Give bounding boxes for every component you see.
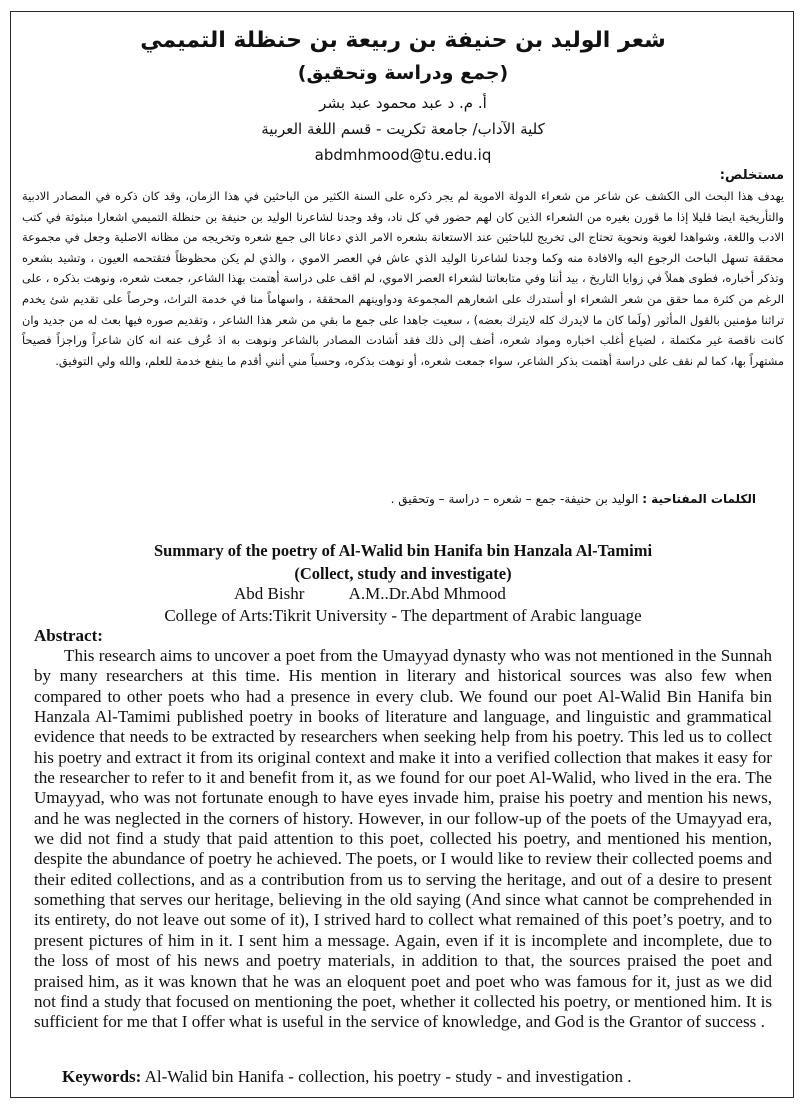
arabic-keywords: [391, 492, 756, 506]
arabic-subtitle: (جمع ودراسة وتحقيق): [297, 62, 509, 84]
english-keywords-text: Al-Walid bin Hanifa - collection, his poetry - study - and investigation .: [144, 1067, 632, 1086]
english-authors: [234, 584, 506, 604]
english-affiliation: College of Arts:Tikrit University - The department of Arabic language: [164, 606, 642, 625]
english-keywords: [62, 1067, 631, 1087]
arabic-keywords-label: الكلمات المفتاحية :: [642, 492, 756, 506]
arabic-keywords-text: الوليد بن حنيفة- جمع – شعره – دراسة – وتحقيق .: [390, 492, 639, 506]
arabic-author: أ. م. د عبد محمود عبد بشر: [319, 94, 487, 112]
author-email: abdmhmood@tu.edu.iq: [314, 146, 492, 164]
english-author-title: A.M..Dr.Abd Mhmood: [348, 584, 506, 603]
english-keywords-label: Keywords:: [62, 1067, 142, 1086]
english-author-name: Abd Bishr: [234, 584, 305, 603]
english-subtitle: (Collect, study and investigate): [294, 564, 512, 583]
arabic-affiliation: كلية الآداب/ جامعة تكريت - قسم اللغة العربية: [261, 120, 545, 138]
english-abstract-body: This research aims to uncover a poet from the Umayyad dynasty who was not mentioned in the Sunnah by many researchers at this time. His mention in literary and historical sources was also few when compared to other poets who had a presence in every club. We found our poet Al-Walid Bin Hanifa bin Hanzala Al-Tamimi published poetry in books of literature and language, and linguistic and grammatical evidence that needs to be extracted by researchers when seeking help from his poetry. This led us to collect his poetry and extract it from its original context and make it into a verified collection that makes it easy for the researcher to refer to it and benefit from it, as we found for our poet Al-Walid, who lived in the era. The Umayyad, who was not fortunate enough to have eyes invade him, praise his poetry and mention his news, and he was neglected in the corners of history. However, in our follow-up of the poets of the Umayyad era, we did not find a study that paid attention to this poet, collected his poetry, and mentioned his mention, despite the abundance of poetry he achieved. The poets, or I would like to review their collected poems and their edited collections, and as a contribution from us to serving the heritage, and out of a desire to present something that serves our heritage, believing in the old saying (And since what cannot be comprehended in its entirety, do not leave out some of it), I strived hard to collect what remained of this poet’s poetry, and to present pictures of him in it. I sent him a message. Again, even if it is incomplete and incomplete, due to the loss of most of his news and poetry materials, in addition to that, the sources praised the poet and praised him, as it was known that he was an eloquent poet and poet who was famous for it, just as we did not find a study that focused on mentioning the poet, whether it collected his poetry, or mentioned him. It is sufficient for me that I offer what is useful in the service of knowledge, and God is the Grantor of success .: [34, 646, 772, 1032]
arabic-abstract-heading: مستخلص:: [719, 168, 784, 183]
arabic-title: شعر الوليد بن حنيفة بن ربيعة بن حنظلة التميمي: [140, 28, 666, 53]
arabic-abstract-body: يهدف هذا البحث الى الكشف عن شاعر من شعراء الدولة الاموية لم يجر ذكره على السنة الكثير من الباحثين في هذا الزمان، وقد كان ذكره في المصادر الادبية والتأريخية ايضا قليلا إذا ما قورن بغيره من الشعراء الذين كان لهم حضور في كل ناد، وقد وجدنا لشاعرنا الوليد بن حنيفة بن حنظلة التميمي اشعارا مبثوثة في كتب الادب واللغة، وشواهدا لغوية ونحوية تحتاج الى تخريج للباحثين عند الاستعانة بشعره الامر الذي دعانا الى جمع شعره وتخريجه من مظانه الاصلية وجعل في مجموعة محققة تسهل الباحث الرجوع اليه والافادة منه وكما وجدنا لشاعرنا الوليد الذي عاش في العصر الاموي ، والذي لم يكن محظوظاً فتقتحمه العيون ، وتشيد بشعره وتذكر أخباره، فطوى هملاً في زوايا التاريخ ، بيد أننا وفي متابعاتنا لشعراء العصر الاموي، لم اقف على دراسة أهتمت بهذا الشاعر، جمعت شعره، ونوهت بذكره ، على الرغم من كثرة مما حقق من شعر الشعراء او أستدرك على اشعارهم المجموعة ودواوينهم المحققة ، واسهاماً منا في خدمة التراث، وحرصاً على تقديم شئ يخدم تراثنا مؤمنين بالقول المأثور (ولَما كان ما لايدرك كله لايترك بعضه) ، سعيت جاهدا على جمع ما بقي من شعر هذا الشاعر ، وتقديم صوره فيها بعث له من جديد وان كانت ناقصة غير مكتملة ، لضياع أغلب اخباره ومواد شعره، أضف إلى ذلك فقد أشادت المصادر بالشاعر ونوهت به اذ عُرف عنه انه كان شاعراً وراجزاً فصيحاً مشتهراً بها، كما لم نقف على دراسة أهتمت بذكر الشاعر، سواء جمعت شعره، أو نوهت بذكره، وحسباً مني أنني أقدم ما ينفع خدمة للعلم، والله ولي التوفيق.: [22, 189, 784, 368]
english-title: Summary of the poetry of Al-Walid bin Hanifa bin Hanzala Al-Tamimi: [153, 541, 653, 560]
english-abstract-heading: Abstract:: [34, 626, 103, 645]
